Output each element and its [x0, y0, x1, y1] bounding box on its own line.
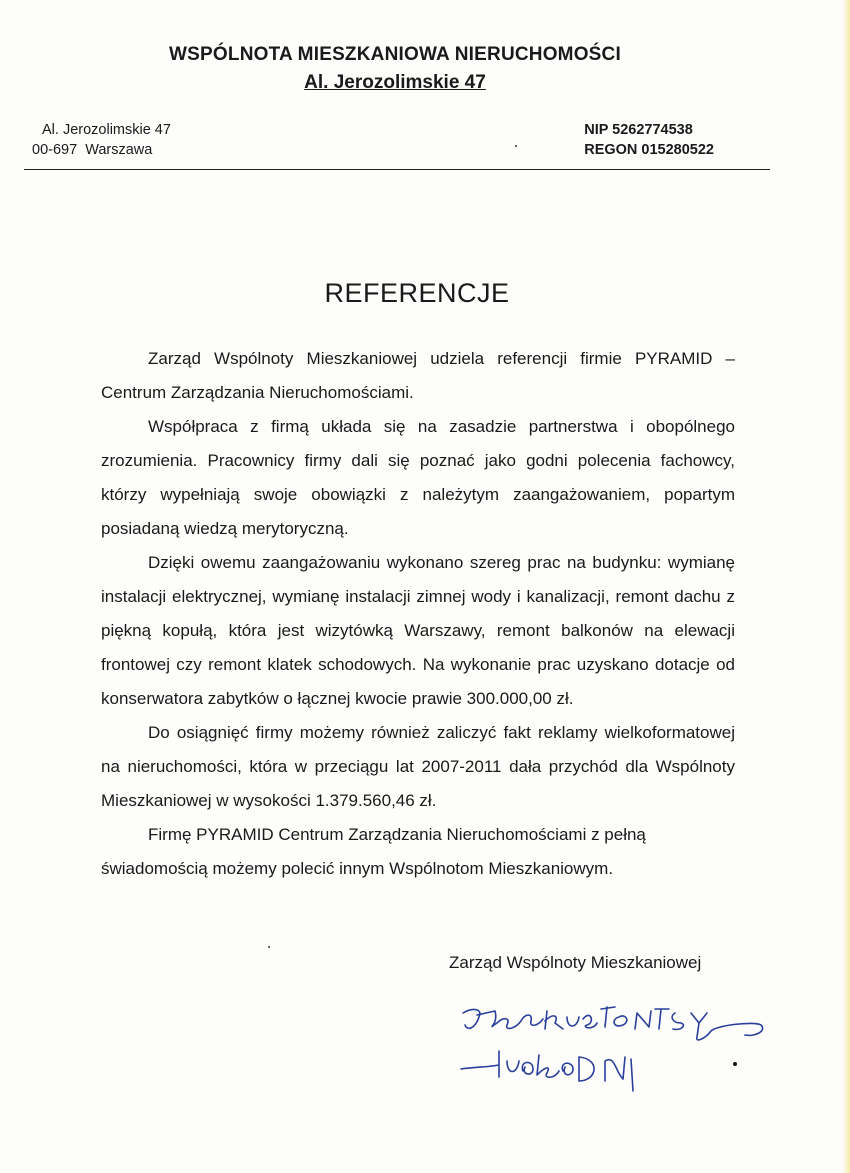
paragraph-4: Do osiągnięć firmy możemy również zaliczyć fakt reklamy wielkoformatowej na nieruchomości, która w przeciągu lat 2007-2011 dała przychód dla Wspólnoty Mieszkaniowej w wysokości 1.379.560,46 zł. — [101, 723, 735, 810]
letterhead-property: Al. Jerozolimskie 47 — [304, 72, 486, 93]
document-body — [101, 342, 735, 886]
closing-signatory: Zarząd Wspólnoty Mieszkaniowej — [449, 953, 702, 972]
paragraph-2: Współpraca z firmą układa się na zasadzie partnerstwa i obopólnego zrozumienia. Pracownicy firmy dali się poznać jako godni polecenia fachowcy, którzy wypełniają swoje obowiązki z należytym zaangażowaniem, popartym posiadaną wiedzą merytoryczną. — [101, 417, 735, 538]
address-street: Al. Jerozolimskie 47 — [42, 122, 171, 138]
letterhead-organization: WSPÓLNOTA MIESZKANIOWA NIERUCHOMOŚCI — [169, 44, 621, 65]
sender-address — [32, 120, 171, 160]
document-title: REFERENCJE — [324, 278, 510, 308]
company-identifiers — [584, 120, 714, 160]
paragraph-1: Zarząd Wspólnoty Mieszkaniowej udziela referencji firmie PYRAMID – Centrum Zarządzania Nieruchomościami. — [101, 349, 735, 402]
nip-number: NIP 5262774538 — [584, 122, 693, 138]
handwritten-signature — [455, 995, 785, 1105]
scan-speck — [515, 145, 517, 147]
scan-speck — [268, 946, 270, 948]
ink-dot — [733, 1062, 737, 1066]
scan-edge — [842, 0, 850, 1173]
regon-number: REGON 015280522 — [584, 142, 714, 158]
paragraph-5: Firmę PYRAMID Centrum Zarządzania Nieruchomościami z pełną świadomością możemy polecić innym Wspólnotom Mieszkaniowym. — [101, 825, 646, 878]
header-divider — [24, 169, 770, 170]
paragraph-3: Dzięki owemu zaangażowaniu wykonano szereg prac na budynku: wymianę instalacji elektrycznej, wymianę instalacji zimnej wody i kanalizacji, remont dachu z piękną kopułą, która jest wizytówką Warszawy, remont balkonów na elewacji frontowej czy remont klatek schodowych. Na wykonanie prac uzyskano dotacje od konserwatora zabytków o łącznej kwocie prawie 300.000,00 zł. — [101, 553, 735, 708]
address-city: 00-697 Warszawa — [32, 142, 153, 158]
